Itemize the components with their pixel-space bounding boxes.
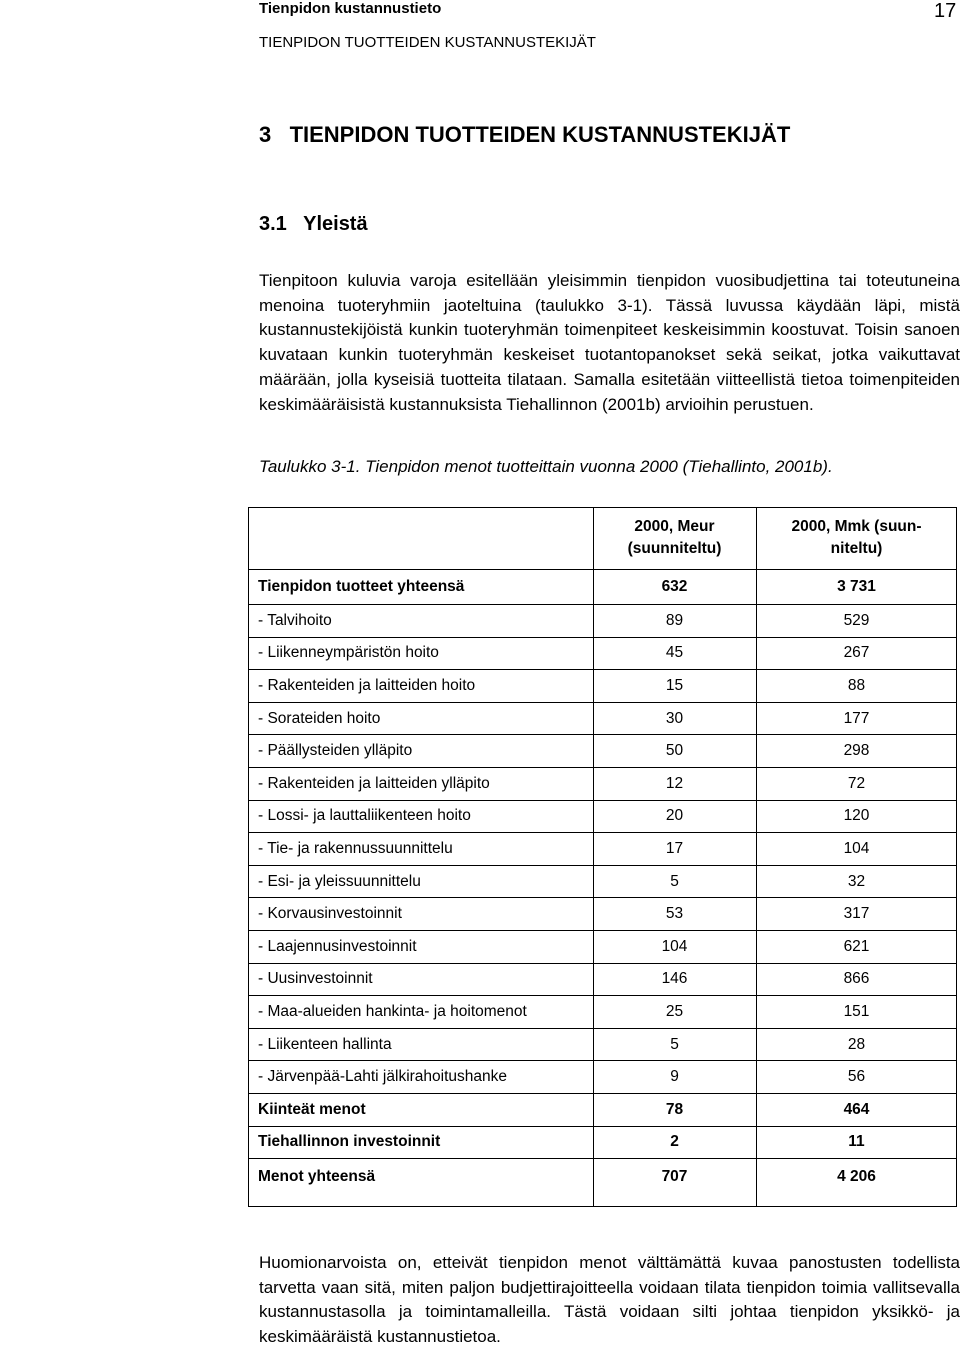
row-label: - Korvausinvestoinnit [248,898,593,931]
row-mmk-value: 72 [756,767,957,800]
table-row [248,898,957,931]
table-row [248,865,957,898]
row-mmk-value: 11 [756,1126,957,1159]
row-meur-value: 707 [593,1159,756,1195]
row-meur-value: 45 [593,637,756,670]
row-mmk-value: 177 [756,702,957,735]
row-meur-value: 15 [593,670,756,703]
row-label: - Maa-alueiden hankinta- ja hoitomenot [248,996,593,1029]
table-row [248,637,957,670]
header-meur-line1: 2000, Meur [634,518,715,535]
header-mmk-column [756,507,957,570]
row-meur-value: 9 [593,1061,756,1094]
row-mmk-value: 32 [756,865,957,898]
table-header-row [248,507,957,570]
row-label: - Esi- ja yleissuunnittelu [248,865,593,898]
row-meur-value: 12 [593,767,756,800]
expenditure-table [248,507,957,1194]
running-header-title: Tienpidon kustannustieto [259,0,442,17]
table-body [248,570,957,1195]
row-meur-value: 30 [593,702,756,735]
closing-paragraph: Huomionarvoista on, etteivät tienpidon menot välttämättä kuvaa panostusten todellista tarvetta vaan sitä, miten paljon budjettirajoitteella voidaan tilata tienpidon toimia vallitsevalla kustannustasolla ja toimintamalleilla. Tästä voidaan silti johtaa tienpidon yksikkö- ja keskimääräistä kustannustietoa. [259,1253,960,1347]
table-row [248,1159,957,1195]
row-meur-value: 5 [593,1028,756,1061]
table-row [248,570,957,605]
row-label: - Rakenteiden ja laitteiden hoito [248,670,593,703]
row-label: - Lossi- ja lauttaliikenteen hoito [248,800,593,833]
row-label: - Rakenteiden ja laitteiden ylläpito [248,767,593,800]
column-divider-2 [756,507,757,1207]
row-label: - Liikenteen hallinta [248,1028,593,1061]
row-label: Tienpidon tuotteet yhteensä [248,570,593,605]
row-label: - Liikenneympäristön hoito [248,637,593,670]
row-mmk-value: 298 [756,735,957,768]
row-mmk-value: 120 [756,800,957,833]
column-divider-1 [593,507,594,1207]
row-mmk-value: 151 [756,996,957,1029]
row-mmk-value: 3 731 [756,570,957,605]
table-row [248,767,957,800]
row-mmk-value: 104 [756,833,957,866]
section-heading: 3.1 Yleistä [259,213,368,235]
running-header-subtitle: TIENPIDON TUOTTEIDEN KUSTANNUSTEKIJÄT [259,34,596,51]
table-row [248,800,957,833]
row-meur-value: 20 [593,800,756,833]
row-label: - Uusinvestoinnit [248,963,593,996]
table-row [248,670,957,703]
row-label: - Tie- ja rakennussuunnittelu [248,833,593,866]
row-meur-value: 50 [593,735,756,768]
row-mmk-value: 621 [756,930,957,963]
page-number: 17 [934,0,957,22]
row-mmk-value: 529 [756,605,957,638]
table-row [248,1028,957,1061]
row-mmk-value: 267 [756,637,957,670]
row-label: - Järvenpää-Lahti jälkirahoitushanke [248,1061,593,1094]
row-meur-value: 53 [593,898,756,931]
table-row [248,735,957,768]
table-caption: Taulukko 3-1. Tienpidon menot tuotteittain vuonna 2000 (Tiehallinto, 2001b). [259,457,833,476]
row-mmk-value: 866 [756,963,957,996]
row-meur-value: 89 [593,605,756,638]
header-mmk-line2: niteltu) [830,540,883,557]
header-meur-line2: (suunniteltu) [627,540,722,557]
row-label: - Sorateiden hoito [248,702,593,735]
row-label: Kiinteät menot [248,1093,593,1126]
row-mmk-value: 88 [756,670,957,703]
row-meur-value: 17 [593,833,756,866]
row-label: Menot yhteensä [248,1159,593,1195]
table-row [248,1061,957,1094]
row-meur-value: 25 [593,996,756,1029]
table-row [248,1093,957,1126]
table-row [248,996,957,1029]
table-row [248,930,957,963]
row-label: - Päällysteiden ylläpito [248,735,593,768]
header-mmk-line1: 2000, Mmk (suun- [791,518,922,535]
row-label: Tiehallinnon investoinnit [248,1126,593,1159]
row-label: - Laajennusinvestoinnit [248,930,593,963]
row-meur-value: 146 [593,963,756,996]
intro-paragraph: Tienpitoon kuluvia varoja esitellään yleisimmin tienpidon vuosibudjettina tai toteutuneina menoina tuoteryhmiin jaoteltuina (taulukko 3-1). Tässä luvussa käydään läpi, mistä kustannustekijöistä kunkin tuoteryhmän toimenpiteet keskeisimmin koostuvat. Toisin sanoen kuvataan kunkin tuoteryhmän keskeiset tuotantopanokset sekä seikat, jotka vaikuttavat määrään, jolla kyseisiä tuotteita tilataan. Samalla esitetään viitteellistä tietoa toimenpiteiden keskimääräisistä kustannuksista Tiehallinnon (2001b) arvioihin perustuen. [259,271,960,414]
table-row [248,833,957,866]
row-mmk-value: 4 206 [756,1159,957,1195]
row-meur-value: 78 [593,1093,756,1126]
row-mmk-value: 28 [756,1028,957,1061]
row-mmk-value: 464 [756,1093,957,1126]
row-meur-value: 5 [593,865,756,898]
row-meur-value: 104 [593,930,756,963]
row-meur-value: 2 [593,1126,756,1159]
table-row [248,702,957,735]
row-mmk-value: 56 [756,1061,957,1094]
header-label-column [248,507,593,570]
chapter-heading: 3 TIENPIDON TUOTTEIDEN KUSTANNUSTEKIJÄT [259,122,791,147]
row-mmk-value: 317 [756,898,957,931]
table-row [248,605,957,638]
row-meur-value: 632 [593,570,756,605]
table-row [248,963,957,996]
row-label: - Talvihoito [248,605,593,638]
header-meur-column [593,507,756,570]
table-row [248,1126,957,1159]
